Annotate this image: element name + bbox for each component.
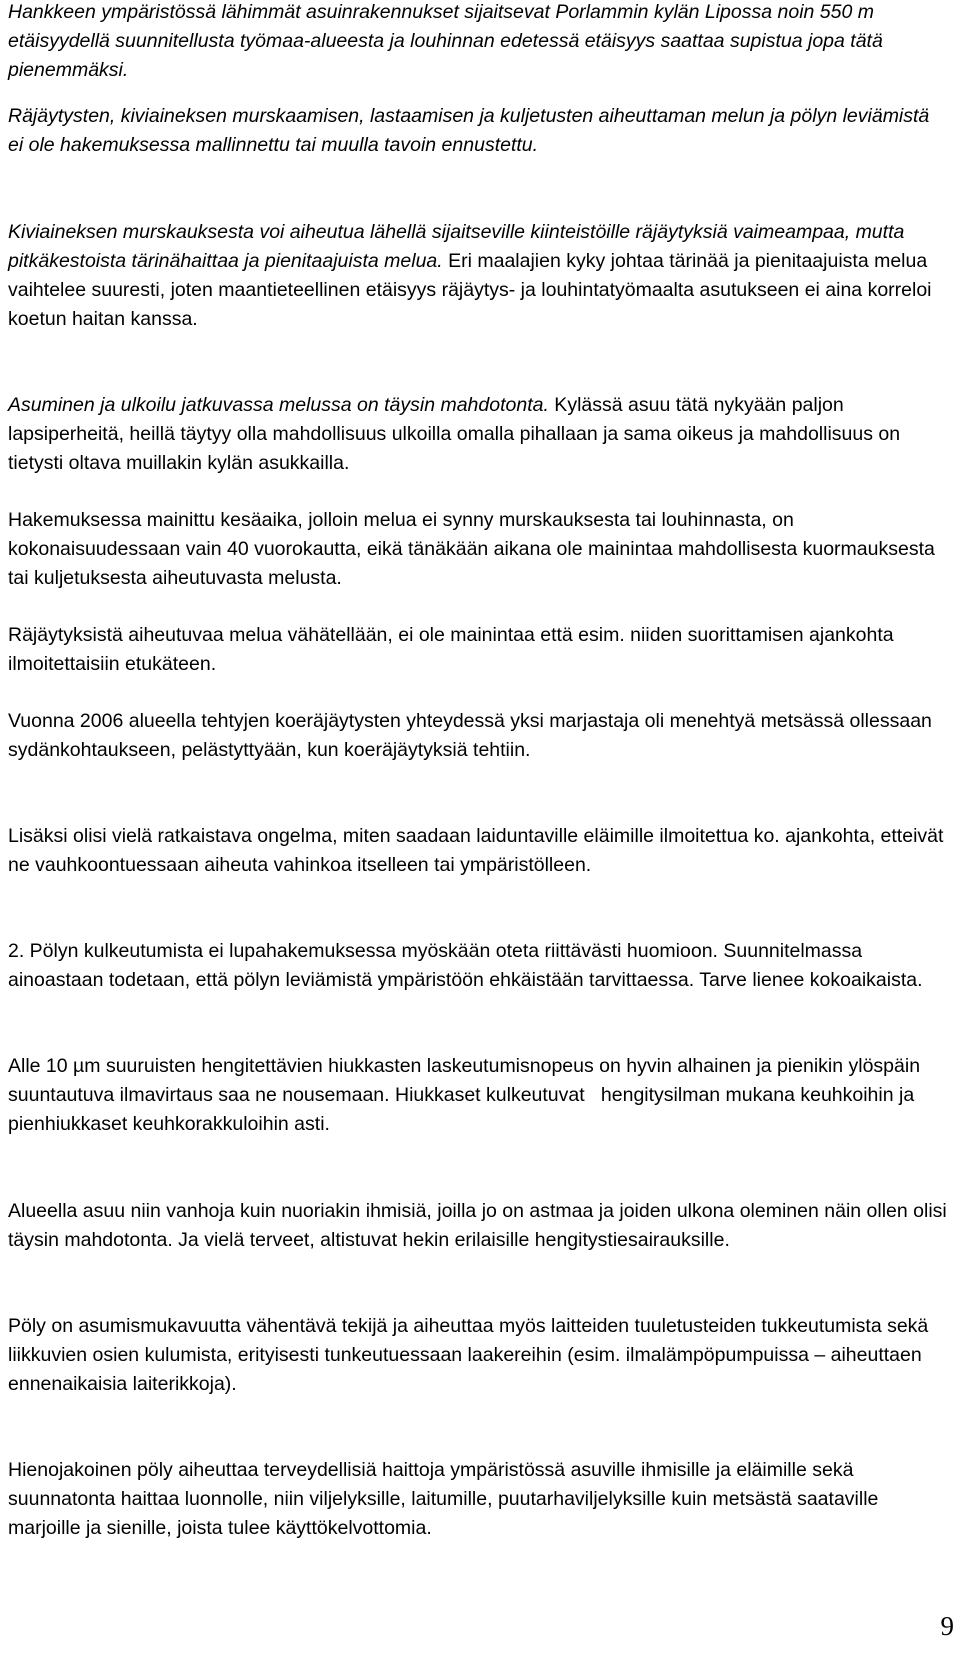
paragraph-italic-text: Hankkeen ympäristössä lähimmät asuinrakennukset sijaitsevat Porlammin kylän Lipossa noin 550 m etäisyydellä suunnitellusta työmaa-alueesta ja louhinnan edetessä etäisyys saattaa supistua jopa tätä pienemmäksi. [8, 1, 883, 81]
paragraph [8, 218, 948, 334]
paragraph [8, 0, 948, 85]
paragraph-text: Hienojakoinen pöly aiheuttaa terveydellisiä haittoja ympäristössä asuville ihmisille ja eläimille sekä suunnatonta haittaa luonnolle, niin viljelyksille, laitumille, puutarhaviljelyksille kuin metsästä saataville marjoille ja sienille, joista tulee käyttökelvottomia. [8, 1459, 879, 1539]
paragraph [8, 1197, 948, 1255]
paragraph [8, 621, 948, 679]
paragraph-text: 2. Pölyn kulkeutumista ei lupahakemuksessa myöskään oteta riittävästi huomioon. Suunnitelmassa ainoastaan todetaan, että pölyn leviämistä ympäristöön ehkäistään tarvittaessa. Tarve lienee kokoaikaista. [8, 940, 923, 991]
paragraph [8, 937, 948, 995]
paragraph [8, 391, 948, 478]
page-number: 9 [940, 1611, 954, 1641]
paragraph [8, 102, 948, 160]
paragraph-text: Eri maalajien kyky johtaa tärinää ja pienitaajuista melua vaihtelee suuresti, joten maantieteellinen etäisyys räjäytys- ja louhintatyömaalta asutukseen ei aina korreloi koetun haitan kanssa. [8, 250, 932, 330]
paragraph [8, 1052, 948, 1139]
paragraph-text: Alle 10 µm suuruisten hengitettävien hiukkasten laskeutumisnopeus on hyvin alhainen ja pienikin ylöspäin suuntautuva ilmavirtaus saa ne nousemaan. Hiukkaset kulkeutuvat hengitysilman mukana keuhkoihin ja pienhiukkaset keuhkorakkuloihin asti. [8, 1055, 926, 1135]
paragraph-text: Alueella asuu niin vanhoja kuin nuoriakin ihmisiä, joilla jo on astmaa ja joiden ulkona oleminen näin ollen olisi täysin mahdotonta. Ja vielä terveet, altistuvat hekin erilaisille hengitystiesairauksille. [8, 1200, 947, 1251]
paragraph-text: Kylässä asuu tätä nykyään paljon lapsiperheitä, heillä täytyy olla mahdollisuus ulkoilla omalla pihallaan ja sama oikeus ja mahdollisuus on tietysti oltava muillakin kylän asukkailla. [8, 394, 901, 474]
paragraph [8, 1456, 948, 1543]
paragraph-italic-text: Asuminen ja ulkoilu jatkuvassa melussa on täysin mahdotonta. [8, 394, 549, 416]
paragraph-text: Vuonna 2006 alueella tehtyjen koeräjäytysten yhteydessä yksi marjastaja oli menehtyä metsässä ollessaan sydänkohtaukseen, pelästyttyään, kun koeräjäytyksiä tehtiin. [8, 710, 932, 761]
paragraph-text: Hakemuksessa mainittu kesäaika, jolloin melua ei synny murskauksesta tai louhinnasta, on kokonaisuudessaan vain 40 vuorokautta, eikä tänäkään aikana ole mainintaa mahdollisesta kuormauksesta tai kuljetuksesta aiheutuvasta melusta. [8, 509, 935, 589]
paragraph-text: Lisäksi olisi vielä ratkaistava ongelma, miten saadaan laiduntaville eläimille ilmoitettua ko. ajankohta, etteivät ne vauhkoontuessaan aiheuta vahinkoa itselleen tai ympäristölleen. [8, 825, 944, 876]
paragraph [8, 822, 948, 880]
paragraph-text: Räjäytyksistä aiheutuvaa melua vähätellään, ei ole mainintaa että esim. niiden suorittamisen ajankohta ilmoitettaisiin etukäteen. [8, 624, 894, 675]
paragraph-italic-text: Räjäytysten, kiviaineksen murskaamisen, lastaamisen ja kuljetusten aiheuttaman melun ja pölyn leviämistä ei ole hakemuksessa mallinnettu tai muulla tavoin ennustettu. [8, 105, 930, 156]
paragraph [8, 1312, 948, 1399]
paragraph-italic-text: Kiviaineksen murskauksesta voi aiheutua lähellä sijaitseville kiinteistöille räjäytyksiä vaimeampaa, mutta pitkäkestoista tärinähaittaa ja pienitaajuista melua. [8, 221, 905, 272]
paragraph [8, 506, 948, 593]
paragraph-text: Pöly on asumismukavuutta vähentävä tekijä ja aiheuttaa myös laitteiden tuuletusteiden tukkeutumista sekä liikkuvien osien kulumista, erityisesti tunkeutuessaan laakereihin (esim. ilmalämpöpumpuissa – aiheuttaen ennenaikaisia laiterikkoja). [8, 1315, 929, 1395]
paragraph [8, 707, 948, 765]
